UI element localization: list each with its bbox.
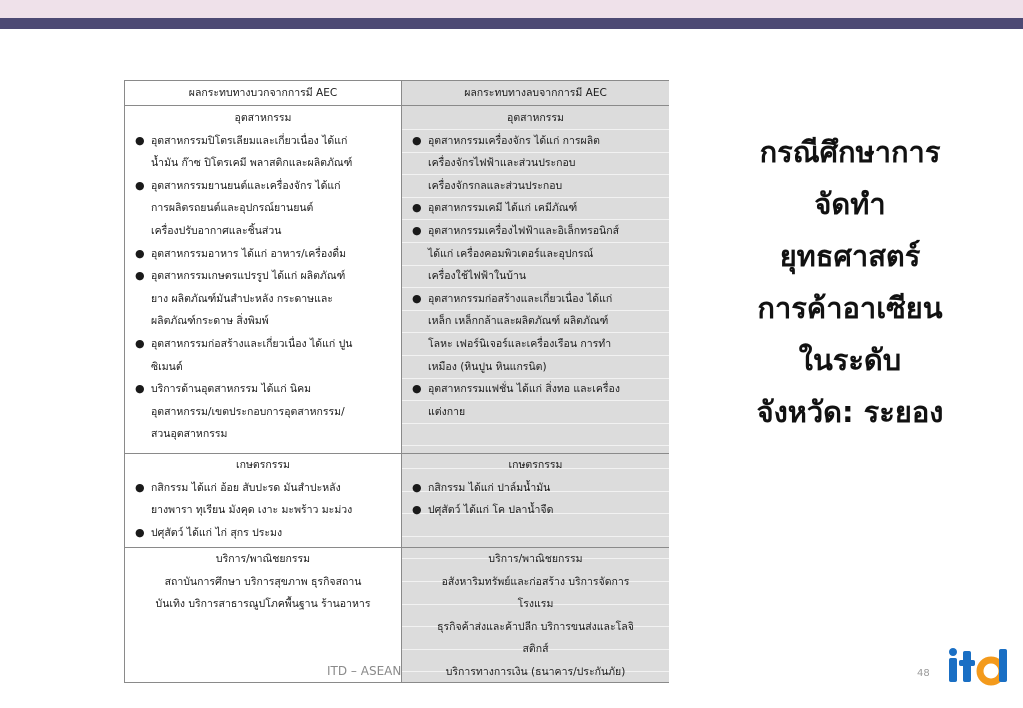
aec-impact-table [124,80,669,683]
bullet-text-line: อุตสาหกรรมเกษตรแปรรูป ได้แก่ ผลิตภัณฑ์ [151,270,346,283]
title-line: กรณีศึกษาการ [759,135,941,169]
itd-logo [944,646,1014,688]
top-decor-band [0,0,1023,18]
bullet-text-line: ซิเมนต์ [151,360,183,373]
right-header: ผลกระทบทางลบจากการมี AEC [402,81,669,106]
bullet-text-line: เครื่องจักรไฟฟ้าและส่วนประกอบ [428,157,576,170]
title-line: จัดทำ [814,187,886,221]
left-agriculture-title: เกษตรกรรม [236,459,290,471]
bullet-text-line: อุตสาหกรรมแฟชั่น ได้แก่ สิ่งทอ และเครื่อง [428,383,620,396]
bullet-item [410,288,661,378]
bullet-text-line: อุตสาหกรรมเคมี ได้แก่ เคมีภัณฑ์ [428,202,578,215]
title-line: จังหวัด: ระยอง [756,395,944,429]
bullet-icon: ● [135,382,145,396]
left-industry-list [133,130,393,446]
right-agriculture-block [402,454,669,522]
title-line: ยุทธศาสตร์ [779,239,921,273]
right-industry-block [402,107,669,423]
right-agriculture-title: เกษตรกรรม [508,459,563,471]
bullet-item [133,522,393,545]
title-line: การค้าอาเซียน [757,291,943,325]
top-decor-bar [0,18,1023,29]
left-services-block [125,548,401,616]
left-header: ผลกระทบทางบวกจากการมี AEC [125,81,401,106]
bullet-icon: ● [412,480,422,494]
right-services-title: บริการ/พาณิชยกรรม [488,553,583,565]
slide-title [715,126,985,438]
left-agriculture-list [133,477,393,545]
bullet-item [410,197,661,220]
bullet-text-line: สวนอุตสาหกรรม [151,428,228,441]
bullet-item [133,130,393,175]
services-text-line: อสังหาริมทรัพย์และก่อสร้าง บริการจัดการ [441,575,630,588]
bullet-text-line: อุตสาหกรรมอาหาร ได้แก่ อาหาร/เครื่องดื่ม [151,247,347,260]
left-services-text [133,571,393,616]
bullet-text-line: เครื่องใช้ไฟฟ้าในบ้าน [428,270,527,283]
bullet-text-line: ผลิตภัณฑ์กระดาษ สิ่งพิมพ์ [151,315,269,328]
bullet-text-line: เครื่องปรับอากาศและชิ้นส่วน [151,224,282,237]
bullet-text-line: ปศุสัตว์ ได้แก่ ไก่ สุกร ประมง [151,526,283,539]
bullet-icon: ● [135,133,145,147]
bullet-icon: ● [135,178,145,192]
bullet-text-line: โลหะ เฟอร์นิเจอร์และเครื่องเรือน การทำ [428,337,612,350]
bullet-text-line: แต่งกาย [428,405,466,418]
bullet-icon: ● [412,382,422,396]
bullet-item [410,499,661,522]
right-services-block [402,548,669,684]
bullet-text-line: อุตสาหกรรมก่อสร้างและเกี่ยวเนื่อง ได้แก่ [428,292,613,305]
bullet-text-line: เหล็ก เหล็กกล้าและผลิตภัณฑ์ ผลิตภัณฑ์ [428,315,609,328]
right-agriculture-list [410,477,661,522]
bullet-icon: ● [135,480,145,494]
left-industry-title: อุตสาหกรรม [234,112,292,124]
bullet-text-line: อุตสาหกรรมเครื่องจักร ได้แก่ การผลิต [428,134,600,147]
bullet-item [133,265,393,333]
services-text-line: ธุรกิจค้าส่งและค้าปลีก บริการขนส่งและโลจิ [437,620,634,633]
footer-text: ITD – ASEAN [327,664,402,678]
left-industry-block [125,107,401,446]
bullet-text-line: ได้แก่ เครื่องคอมพิวเตอร์และอุปกรณ์ [428,247,594,260]
bullet-item [133,243,393,266]
right-industry-list [410,130,661,424]
bullet-icon: ● [412,201,422,215]
bullet-item [410,220,661,288]
services-text-line: บริการทางการเงิน (ธนาคาร/ประกันภัย) [445,665,626,678]
right-services-text [410,571,661,684]
bullet-text-line: ปศุสัตว์ ได้แก่ โค ปลาน้ำจืด [428,504,554,517]
bullet-icon: ● [412,223,422,237]
bullet-icon: ● [135,269,145,283]
bullet-text-line: เหมือง (หินปูน หินแกรนิต) [428,360,547,373]
left-services-title: บริการ/พาณิชยกรรม [215,553,311,565]
bullet-icon: ● [135,246,145,260]
bullet-text-line: เครื่องจักรกลและส่วนประกอบ [428,179,563,192]
services-text-line: สติกส์ [522,643,549,656]
bullet-icon: ● [412,291,422,305]
bullet-text-line: บริการด้านอุตสาหกรรม ได้แก่ นิคม [151,383,312,396]
bullet-icon: ● [412,503,422,517]
bullet-icon: ● [135,525,145,539]
bullet-text-line: กสิกรรม ได้แก่ อ้อย สับปะรด มันสำปะหลัง [151,481,341,494]
services-text-line: โรงแรม [517,598,554,611]
bullet-item [410,378,661,423]
bullet-text-line: กสิกรรม ได้แก่ ปาล์มน้ำมัน [428,481,551,494]
title-line: ในระดับ [798,343,902,377]
right-industry-title: อุตสาหกรรม [507,112,564,124]
bullet-item [410,477,661,500]
negative-impact-column [401,81,669,682]
bullet-item [133,333,393,378]
bullet-item [133,378,393,446]
page-number: 48 [917,668,930,679]
bullet-text-line: ยาง ผลิตภัณฑ์มันสำปะหลัง กระดาษและ [151,292,333,305]
bullet-text-line: ยางพารา ทุเรียน มังคุด เงาะ มะพร้าว มะม่วง [151,504,353,517]
bullet-text-line: อุตสาหกรรม/เขตประกอบการอุตสาหกรรม/ [151,405,345,418]
bullet-text-line: อุตสาหกรรมยานยนต์และเครื่องจักร ได้แก่ [151,179,341,192]
bullet-text-line: น้ำมัน ก๊าซ ปิโตรเคมี พลาสติกและผลิตภัณฑ์ [151,157,353,170]
bullet-text-line: อุตสาหกรรมเครื่องไฟฟ้าและอิเล็กทรอนิกส์ [428,224,619,237]
bullet-item [410,130,661,198]
bullet-text-line: อุตสาหกรรมก่อสร้างและเกี่ยวเนื่อง ได้แก่ ปูน [151,337,353,350]
bullet-item [133,477,393,522]
bullet-item [133,175,393,243]
row-separator [402,445,669,446]
bullet-text-line: การผลิตรถยนต์และอุปกรณ์ยานยนต์ [151,202,314,215]
left-agriculture-block [125,454,401,544]
services-text-line: สถาบันการศึกษา บริการสุขภาพ ธุรกิจสถาน [164,575,362,588]
bullet-icon: ● [412,133,422,147]
row-separator [402,536,669,537]
services-text-line: บันเทิง บริการสาธารณูปโภคพื้นฐาน ร้านอาหาร [155,598,371,611]
bullet-text-line: อุตสาหกรรมปิโตรเลียมและเกี่ยวเนื่อง ได้แก่ [151,134,348,147]
positive-impact-column [125,81,401,682]
bullet-icon: ● [135,336,145,350]
